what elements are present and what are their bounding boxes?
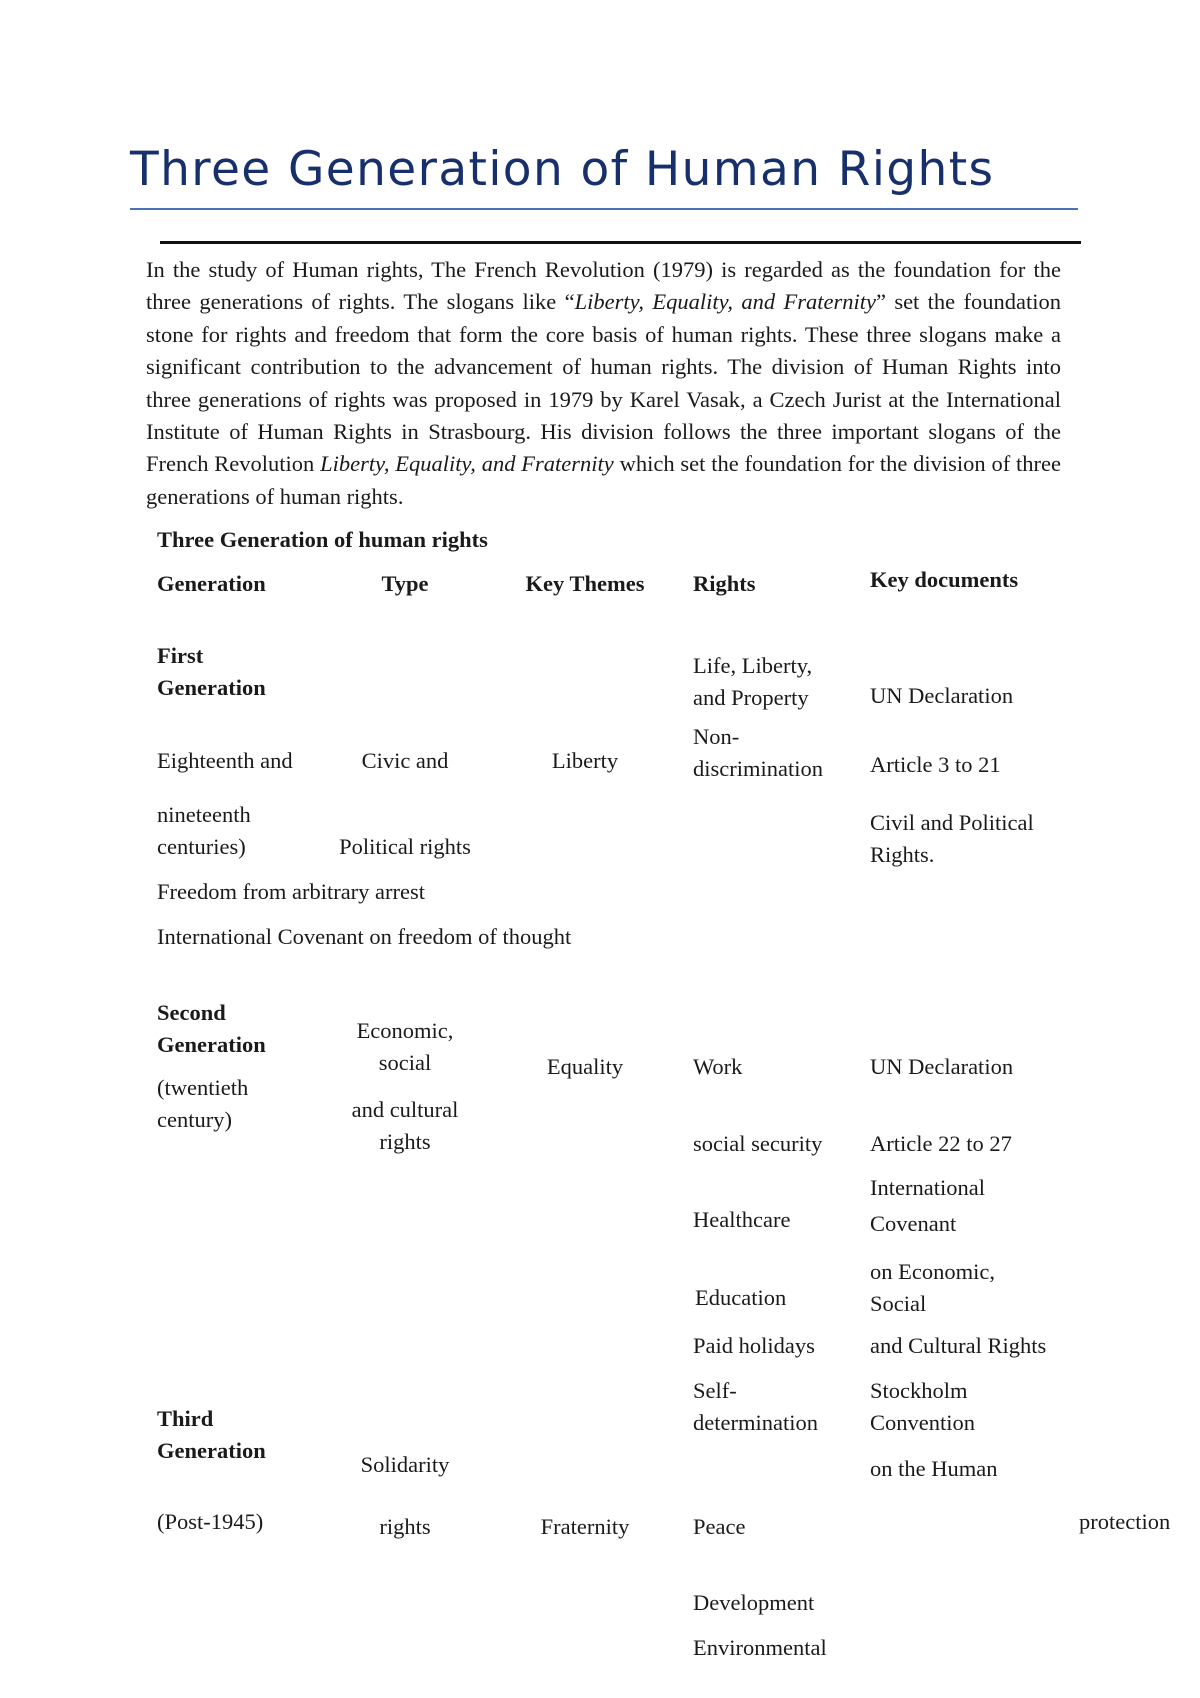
second-gen-doc-2: Article 22 to 27 [870, 1131, 1012, 1156]
first-gen-doc-1: UN Declaration [870, 683, 1014, 708]
second-gen-doc-3b: Covenant [870, 1211, 957, 1236]
first-gen-doc-3b: Rights. [870, 842, 935, 867]
second-gen-right-2: social security [693, 1131, 823, 1156]
first-gen-type-2: Political rights [339, 834, 471, 859]
intro-text-1: In the study of Human rights, The French Revolution (1979) is regarded as the foundation for the three generations of rights. The slogans like “ [146, 257, 1061, 315]
second-gen-doc-4: on Economic, [870, 1259, 995, 1284]
second-gen-type-2: social [378, 1050, 432, 1075]
header-generation: Generation [157, 571, 266, 596]
third-gen-right-4: Environmental [693, 1635, 827, 1660]
second-gen-label: Second [157, 1000, 226, 1025]
second-gen-right-4: Education [695, 1285, 787, 1310]
second-gen-right-5: Paid holidays [693, 1333, 815, 1358]
first-gen-right-2b: discrimination [693, 756, 823, 781]
second-gen-theme: Equality [546, 1054, 624, 1079]
header-type: Type [381, 571, 429, 596]
first-gen-doc-3: Civil and Political [870, 810, 1034, 835]
first-gen-type: Civic and [361, 748, 449, 773]
first-gen-right-1: Life, Liberty, [693, 653, 813, 678]
first-gen-extra-1: Freedom from arbitrary arrest [157, 879, 426, 904]
third-gen-doc-1b: Convention [870, 1410, 975, 1435]
third-gen-right-3: Development [693, 1590, 815, 1615]
third-gen-label: Third [157, 1406, 214, 1431]
third-gen-doc-2: on the Human [870, 1456, 998, 1481]
second-gen-doc-4b: Social [870, 1291, 927, 1316]
intro-slogan-2: Liberty, Equality, and Fraternity [320, 451, 614, 477]
page-title: Three Generation of Human Rights [130, 142, 995, 197]
second-gen-era-2: century) [157, 1107, 232, 1132]
third-gen-label-2: Generation [157, 1438, 266, 1463]
second-gen-doc-1: UN Declaration [870, 1054, 1014, 1079]
first-gen-era-2: nineteenth [157, 802, 251, 827]
intro-text-3: which set the foundation for the division of three generations of human rights. [146, 451, 1061, 509]
first-gen-label-2: Generation [157, 675, 266, 700]
third-gen-right-1: Self- [693, 1378, 737, 1403]
first-gen-right-1b: and Property [693, 685, 809, 710]
horizontal-rule [160, 241, 1081, 244]
second-gen-era: (twentieth [157, 1075, 249, 1100]
first-gen-right-2: Non- [693, 724, 740, 749]
second-gen-type: Economic, [356, 1018, 454, 1043]
second-gen-doc-3: International [870, 1175, 985, 1200]
first-gen-theme: Liberty [551, 748, 619, 773]
second-gen-doc-5: and Cultural Rights [870, 1333, 1047, 1358]
second-gen-right-1: Work [693, 1054, 743, 1079]
intro-paragraph [146, 254, 1061, 513]
second-gen-type-3: and cultural [351, 1097, 459, 1122]
first-gen-era: Eighteenth and [157, 748, 293, 773]
second-gen-type-4: rights [379, 1129, 431, 1154]
header-key-documents: Key documents [870, 567, 1019, 592]
second-gen-right-3: Healthcare [693, 1207, 791, 1232]
third-gen-era: (Post-1945) [157, 1509, 264, 1534]
third-gen-theme: Fraternity [540, 1514, 630, 1539]
third-gen-type: Solidarity [360, 1452, 450, 1477]
third-gen-right-2: Peace [693, 1514, 746, 1539]
second-gen-label-2: Generation [157, 1032, 266, 1057]
first-gen-extra-2: International Covenant on freedom of thought [157, 924, 572, 949]
header-key-themes: Key Themes [525, 571, 645, 596]
intro-text-2: ” set the foundation stone for rights and freedom that form the core basis of human rights. These three slogans make a significant contribution to the advancement of human rights. The division of Human Rights into three generations of rights was proposed in 1979 by Karel Vasak, a Czech Jurist at the International Institute of Human Rights in Strasbourg. His division follows the three important slogans of the French Revolution [146, 289, 1062, 477]
header-rights: Rights [693, 571, 756, 596]
third-gen-doc-3: protection [1079, 1509, 1171, 1534]
first-gen-era-3: centuries) [157, 834, 246, 859]
third-gen-type-2: rights [379, 1514, 431, 1539]
third-gen-doc-1: Stockholm [870, 1378, 968, 1403]
third-gen-right-1b: determination [693, 1410, 818, 1435]
first-gen-label: First [157, 643, 204, 668]
intro-slogan-1: Liberty, Equality, and Fraternity [574, 289, 876, 315]
table-caption: Three Generation of human rights [157, 527, 488, 552]
first-gen-doc-2: Article 3 to 21 [870, 752, 1001, 777]
title-underline [130, 208, 1078, 210]
